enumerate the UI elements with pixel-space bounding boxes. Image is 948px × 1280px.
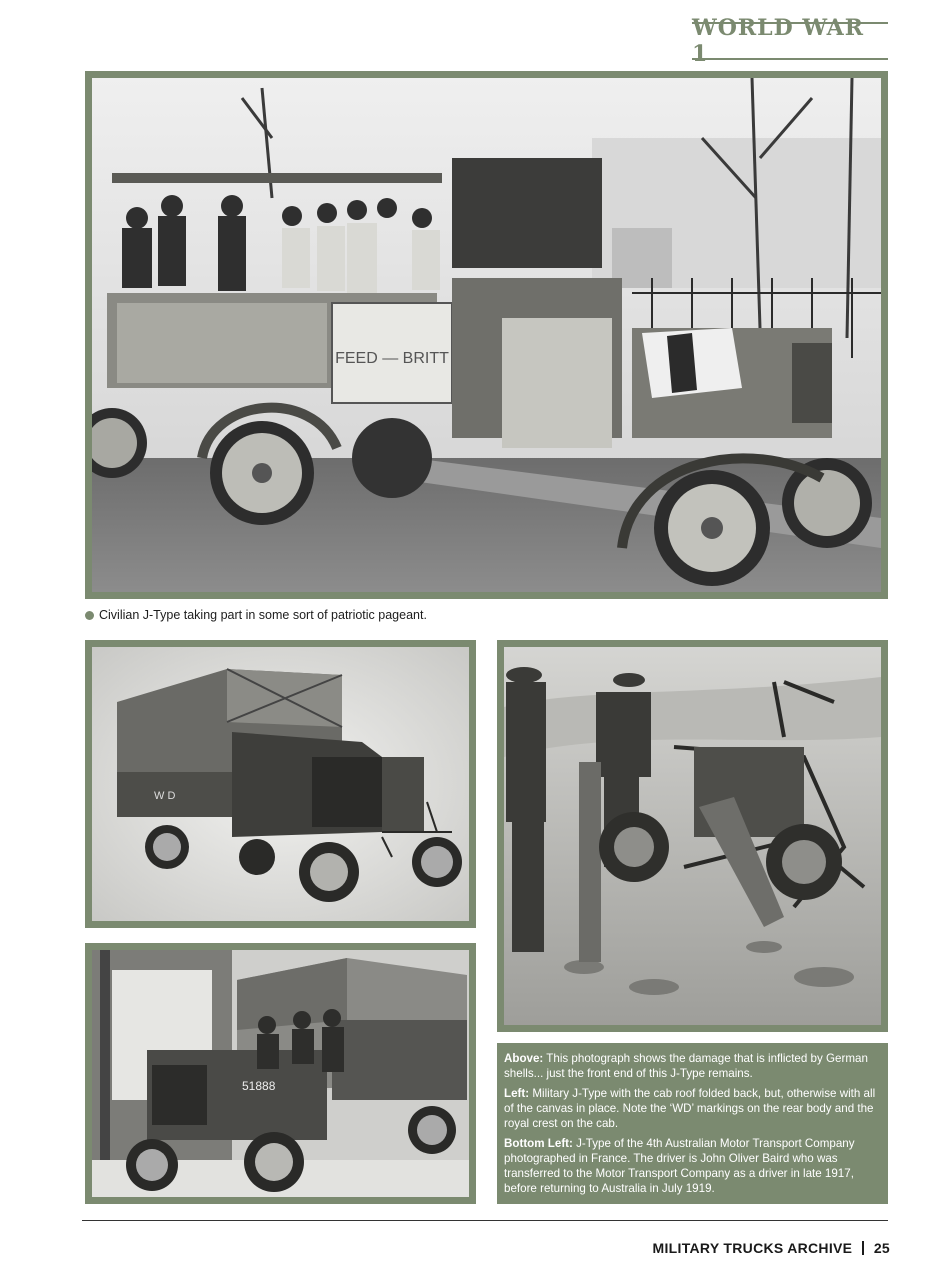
caption-bullet-icon	[85, 611, 94, 620]
page-number: 25	[873, 1240, 890, 1256]
truck-number-text: 51888	[242, 1079, 276, 1093]
page-footer	[653, 1240, 890, 1256]
caption-above	[504, 1051, 880, 1081]
caption-left-text: Military J-Type with the cab roof folded back, but, otherwise with all of the canvas in place. Note the ‘WD’ markings on the rear body and the royal crest on the cab.	[504, 1087, 876, 1130]
caption-left-label: Left:	[504, 1087, 530, 1100]
top-photo-frame	[85, 71, 888, 599]
top-photo-caption-text: Civilian J-Type taking part in some sort of patriotic pageant.	[99, 608, 427, 622]
caption-bottom-left	[504, 1136, 880, 1196]
footer-separator	[862, 1241, 864, 1255]
australian-jtype-photo-frame	[85, 943, 476, 1204]
caption-bottom-left-text: J-Type of the 4th Australian Motor Transport Company photographed in France. The driver is John Oliver Baird who was transferred to the Motor Transport Company as a driver in late 1917, before returning to Australia in July 1919.	[504, 1137, 855, 1195]
military-jtype-photo-frame	[85, 640, 476, 928]
caption-box	[497, 1043, 888, 1204]
top-photo	[92, 78, 881, 592]
damaged-jtype-photo-frame	[497, 640, 888, 1032]
banner-sign-text: FEED — BRITT	[335, 350, 449, 367]
australian-jtype-photo	[92, 950, 469, 1197]
publication-title: MILITARY TRUCKS ARCHIVE	[652, 1240, 853, 1256]
wd-marking-text: W D	[154, 790, 176, 802]
footer-rule	[82, 1220, 888, 1221]
caption-bottom-left-label: Bottom Left:	[504, 1137, 573, 1150]
top-photo-caption	[85, 608, 427, 622]
caption-above-label: Above:	[504, 1052, 544, 1065]
caption-left	[504, 1086, 880, 1131]
caption-above-text: This photograph shows the damage that is inflicted by German shells... just the front end of this J-Type remains.	[504, 1052, 868, 1080]
section-header	[692, 15, 888, 67]
section-title: WORLD WAR 1	[692, 15, 865, 67]
damaged-jtype-photo	[504, 647, 881, 1025]
military-jtype-photo	[92, 647, 469, 921]
